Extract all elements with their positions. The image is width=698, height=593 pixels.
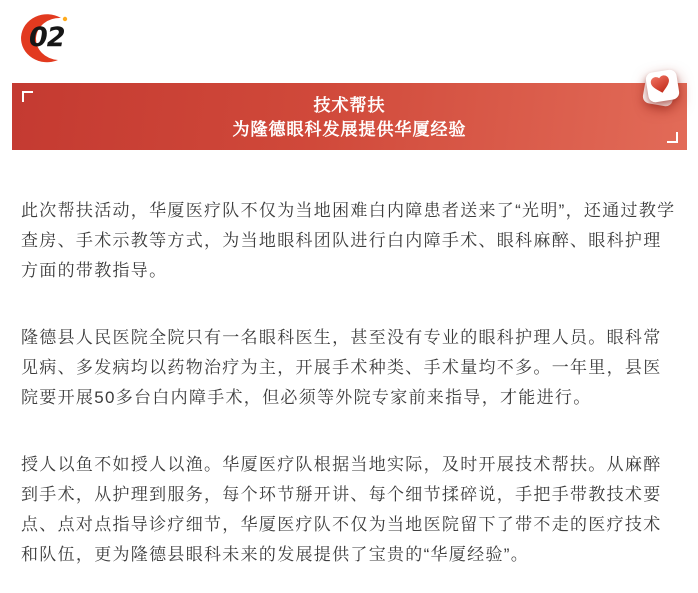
section-number: 02 bbox=[29, 22, 65, 53]
section-number-badge bbox=[14, 13, 76, 66]
banner-title: 技术帮扶 bbox=[313, 95, 386, 115]
paragraph-2: 隆德县人民医院全院只有一名眼科医生，甚至没有专业的眼科护理人员。眼科常见病、多发病均以药物治疗为主，开展手术种类、手术量均不多。一年里，县医院要开展50多台白内障手术，但必须等外院专家前来指导，才能进行。 bbox=[21, 328, 662, 407]
heart-sticker-icon bbox=[647, 71, 679, 103]
paragraph-1: 此次帮扶活动，华厦医疗队不仅为当地困难白内障患者送来了“光明”，还通过教学查房、手术示教等方式，为当地眼科团队进行白内障手术、眼科麻醉、眼科护理方面的带教指导。 bbox=[21, 201, 676, 280]
section-title-banner bbox=[12, 83, 687, 150]
sticker-card bbox=[645, 69, 680, 103]
corner-bracket-bottom-right-icon bbox=[667, 132, 678, 143]
heart-icon bbox=[647, 71, 673, 97]
banner-subtitle: 为隆德眼科发展提供华厦经验 bbox=[232, 119, 467, 139]
swoosh-dot bbox=[63, 17, 67, 21]
article-body bbox=[0, 196, 698, 570]
paragraph-3: 授人以鱼不如授人以渔。华厦医疗队根据当地实际，及时开展技术帮扶。从麻醉到手术，从护理到服务，每个环节掰开讲、每个细节揉碎说，手把手带教技术要点、点对点指导诊疗细节，华厦医疗队不仅为当地医院留下了带不走的医疗技术和队伍，更为隆德县眼科未来的发展提供了宝贵的“华厦经验”。 bbox=[21, 455, 662, 564]
corner-bracket-top-left-icon bbox=[22, 91, 33, 102]
